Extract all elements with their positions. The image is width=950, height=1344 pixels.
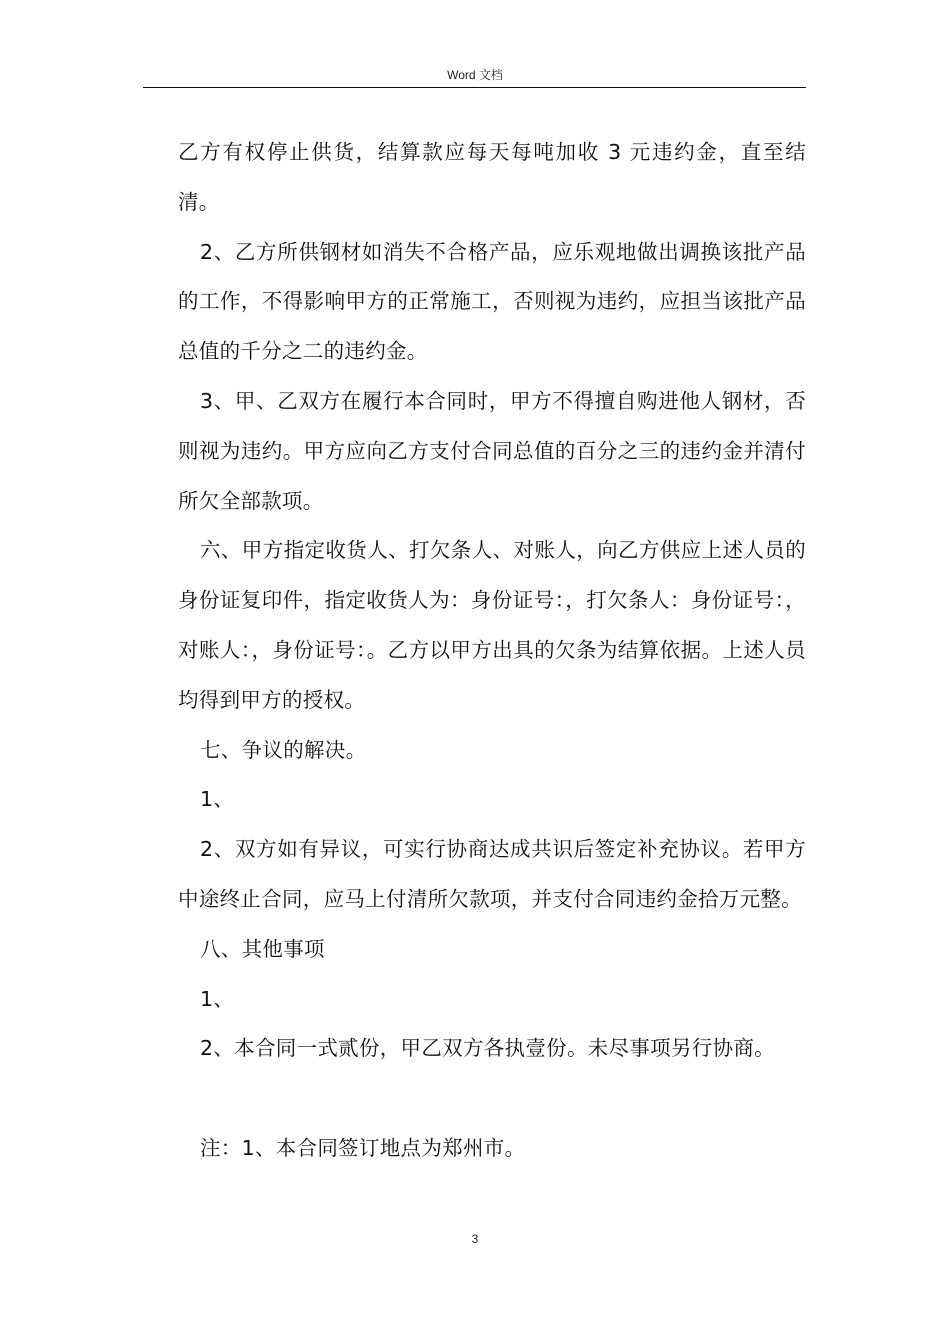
paragraph-section-8-item-1: 1、 [200,986,235,1011]
document-body [178,128,806,1174]
heading-section-8: 八、其他事项 [200,936,325,961]
paragraph-section-7-item-1: 1、 [200,787,235,812]
paragraph-clause-2: 2、乙方所供钢材如消失不合格产品，应乐观地做出调换该批产品的工作，不得影响甲方的正常施工，否则视为违约，应担当该批产品总值的千分之二的违约金。 [178,239,806,364]
heading-section-7: 七、争议的解决。 [200,737,367,762]
paragraph-note: 注：1、本合同签订地点为郑州市。 [200,1135,526,1160]
paragraph-section-7-item-2: 2、双方如有异议，可实行协商达成共识后签定补充协议。若甲方中途终止合同，应马上付清所欠款项，并支付合同违约金拾万元整。 [178,837,806,911]
blank-line [178,1074,806,1124]
paragraph-clause-3: 3、甲、乙双方在履行本合同时，甲方不得擅自购进他人钢材，否则视为违约。甲方应向乙方支付合同总值的百分之三的违约金并清付所欠全部款项。 [178,388,806,513]
paragraph-section-8-item-2: 2、本合同一式贰份，甲乙双方各执壹份。未尽事项另行协商。 [200,1036,775,1061]
paragraph-continuation: 乙方有权停止供货，结算款应每天每吨加收 3 元违约金，直至结清。 [178,140,806,214]
header-divider [143,87,806,88]
paragraph-section-6: 六、甲方指定收货人、打欠条人、对账人，向乙方供应上述人员的身份证复印件，指定收货人为：身份证号：，打欠条人：身份证号：，对账人：，身份证号：。乙方以甲方出具的欠条为结算依据。上述人员均得到甲方的授权。 [178,538,806,712]
page-number: 3 [471,1232,479,1246]
page-header-title: Word 文档 [447,68,503,82]
